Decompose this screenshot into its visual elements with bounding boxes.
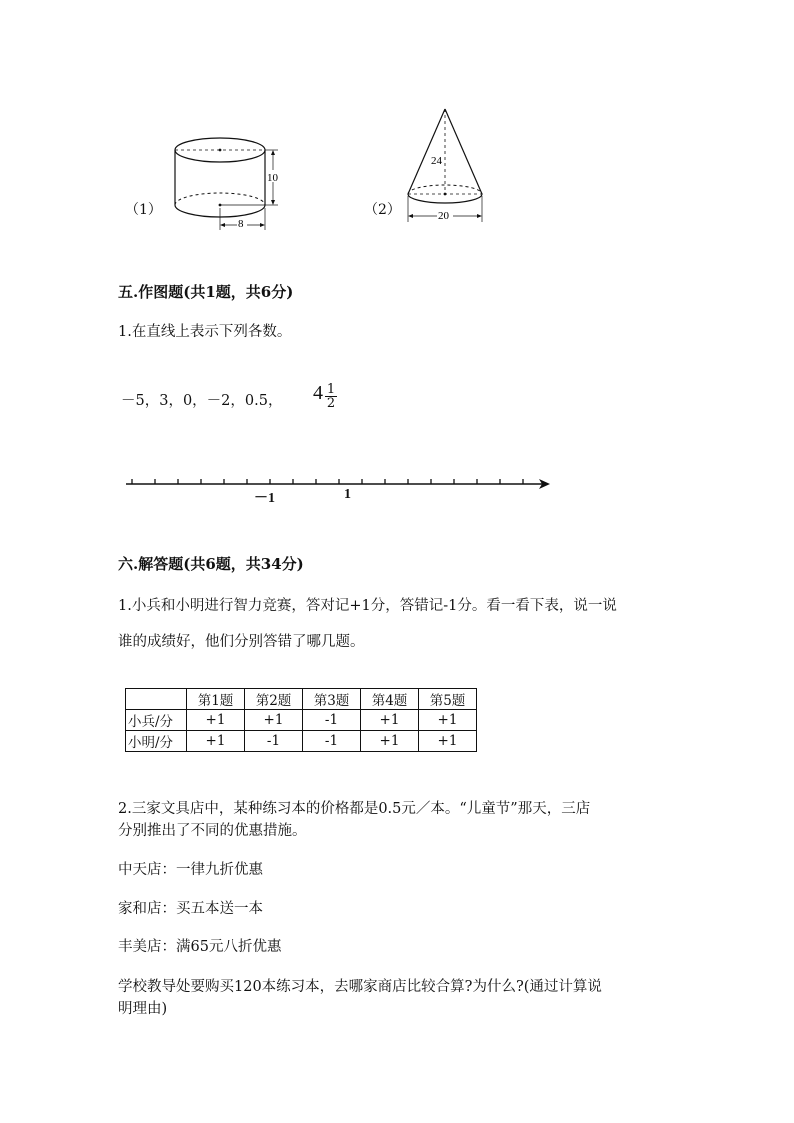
section-6-question-2-ask-line-2: 明理由) [118, 1001, 168, 1017]
table-cell: +1 [361, 731, 419, 752]
store-fengmei: 丰美店：满65元八折优惠 [118, 939, 282, 955]
section-6-question-2-ask-line-1: 学校教导处要购买120本练习本，去哪家商店比较合算?为什么?(通过计算说 [118, 979, 602, 995]
table-header-cell [126, 689, 187, 710]
table-cell: +1 [419, 710, 477, 731]
cone-diameter-label: 20 [438, 210, 449, 222]
table-cell: -1 [303, 731, 361, 752]
figure-1-label: （1） [125, 202, 162, 218]
cone-figure [400, 104, 495, 229]
table-cell: -1 [303, 710, 361, 731]
cylinder-height-label: 10 [267, 172, 278, 184]
table-cell: +1 [187, 731, 245, 752]
table-header-cell: 第2题 [245, 689, 303, 710]
mixed-number-fraction [325, 383, 337, 410]
section-5-heading: 五.作图题(共1题，共6分) [118, 283, 294, 301]
table-cell: +1 [361, 710, 419, 731]
fraction-denominator: 2 [326, 396, 336, 411]
table-cell: +1 [187, 710, 245, 731]
number-line [118, 470, 558, 490]
tick-label-positive-1: 1 [344, 487, 351, 502]
fraction-numerator: 1 [326, 382, 336, 397]
table-row [126, 731, 477, 752]
store-zhongtian: 中天店：一律九折优惠 [118, 862, 263, 878]
section-6-question-2-line-2: 分别推出了不同的优惠措施。 [118, 823, 307, 839]
score-table [125, 688, 477, 752]
number-list: －5，3，0，－2，0.5， [121, 393, 283, 409]
cylinder-radius-label: 8 [238, 218, 244, 230]
table-cell: +1 [419, 731, 477, 752]
figure-2-label: （2） [364, 202, 401, 218]
mixed-number-whole: 4 [313, 382, 323, 404]
section-6-heading: 六.解答题(共6题，共34分) [118, 555, 304, 573]
table-cell: +1 [245, 710, 303, 731]
row-label: 小明/分 [126, 731, 187, 752]
table-header-cell: 第1题 [187, 689, 245, 710]
store-jiahe: 家和店：买五本送一本 [118, 901, 263, 917]
section-5-question-1: 1.在直线上表示下列各数。 [118, 324, 292, 340]
cone-height-label: 24 [431, 155, 442, 167]
table-header-cell: 第4题 [361, 689, 419, 710]
section-6-question-2-line-1: 2.三家文具店中，某种练习本的价格都是0.5元／本。“儿童节”那天，三店 [118, 801, 591, 817]
section-6-question-1-line-1: 1.小兵和小明进行智力竞赛，答对记+1分，答错记-1分。看一看下表，说一说 [118, 598, 617, 614]
row-label: 小兵/分 [126, 710, 187, 731]
table-header-row [126, 689, 477, 710]
cylinder-figure [165, 128, 290, 233]
table-row [126, 710, 477, 731]
table-header-cell: 第3题 [303, 689, 361, 710]
tick-label-negative-1: －1 [254, 491, 275, 506]
table-cell: -1 [245, 731, 303, 752]
section-6-question-1-line-2: 谁的成绩好，他们分别答错了哪几题。 [118, 634, 365, 650]
table-header-cell: 第5题 [419, 689, 477, 710]
